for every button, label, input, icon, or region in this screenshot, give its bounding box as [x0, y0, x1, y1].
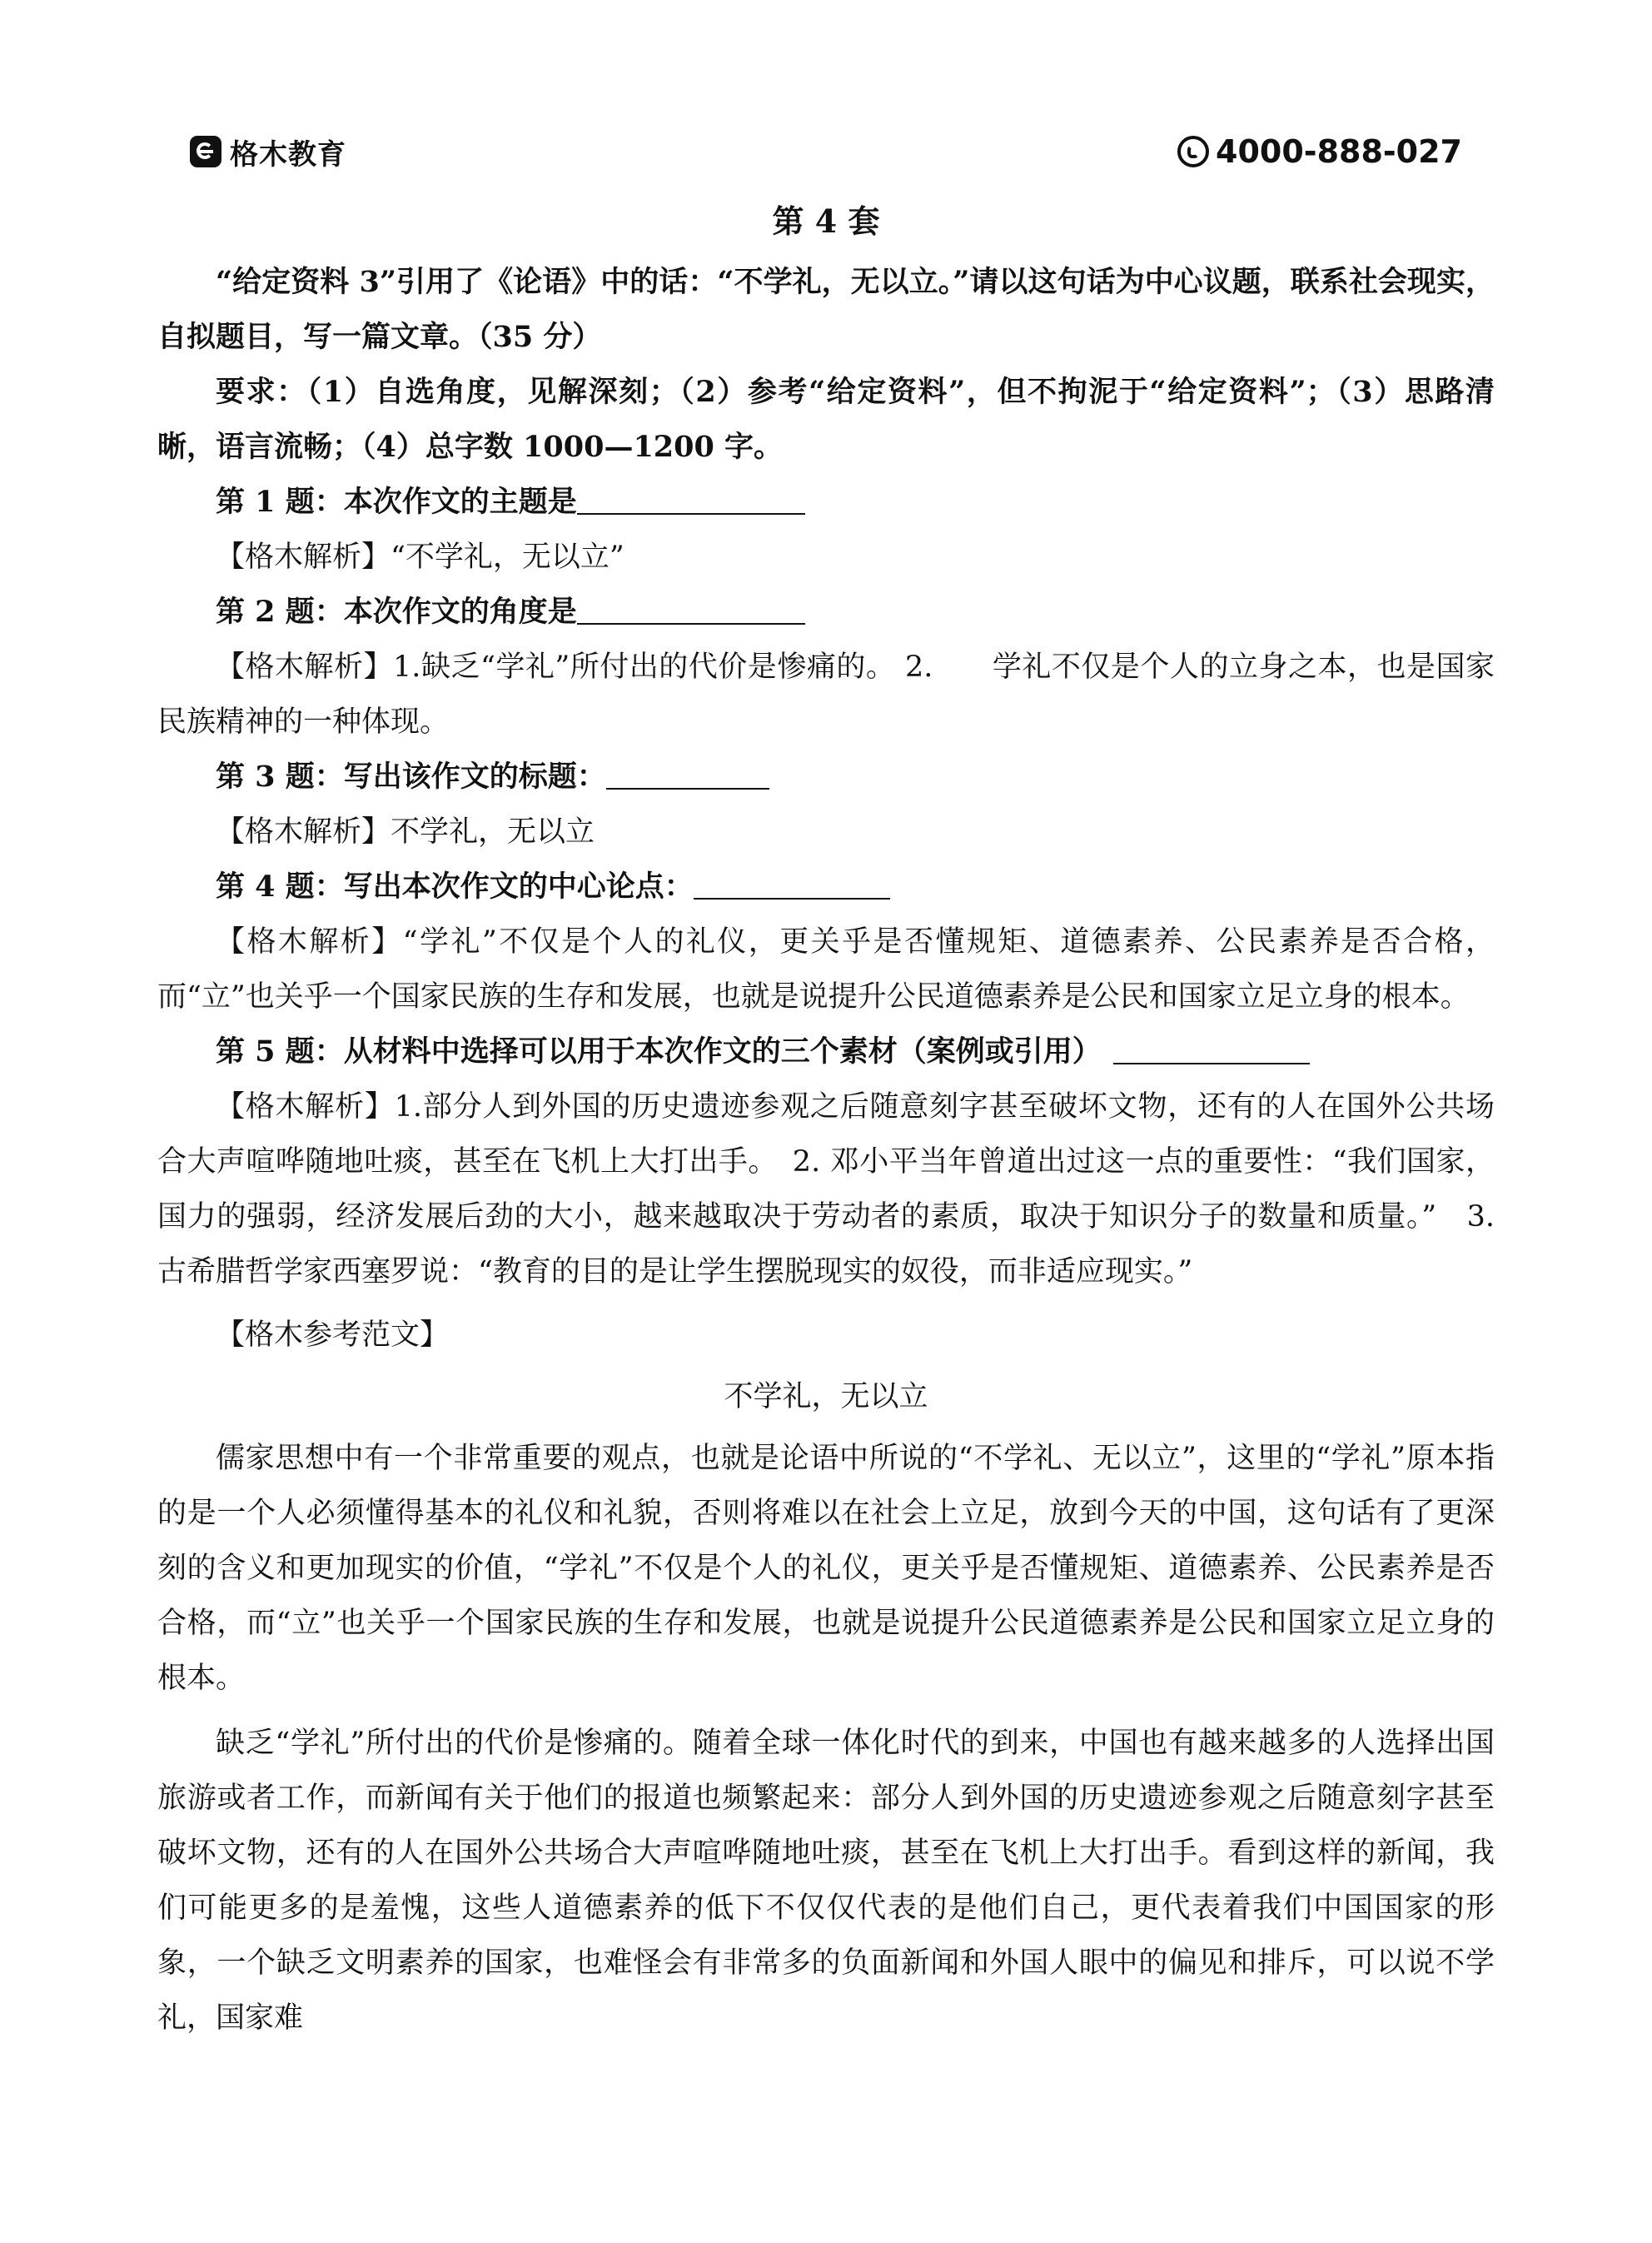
answer-blank — [694, 870, 890, 900]
brand-logo-icon — [190, 136, 221, 167]
essay-title: 不学礼，无以立 — [724, 1380, 928, 1413]
essay-requirements: 要求：（1）自选角度，见解深刻；（2）参考“给定资料”，但不拘泥于“给定资料”；（3）思路清晰，语言流畅；（4）总字数 1000—1200 字。 — [157, 375, 1495, 464]
phone-icon — [1177, 136, 1209, 167]
question-1 — [157, 475, 1495, 530]
analysis-3: 【格木解析】不学礼，无以立 — [216, 815, 595, 849]
analysis-1: 【格木解析】“不学礼，无以立” — [216, 541, 624, 574]
reference-label: 【格木参考范文】 — [216, 1318, 450, 1352]
analysis-5: 【格木解析】1.部分人到外国的历史遗迹参观之后随意刻字甚至破坏文物，还有的人在国外公共场合大声喧哗随地吐痰，甚至在飞机上大打出手。 2. 邓小平当年曾道出过这一点的重要性：“我们国家，国力的强弱，经济发展后劲的大小，越来越取决于劳动者的素质，取决于知识分子的数量和质量。” 3. 古希腊哲学家西塞罗说：“教育的目的是让学生摆脱现实的奴役，而非适应现实。” — [157, 1090, 1495, 1288]
question-4-text: 第 4 题：写出本次作文的中心论点： — [216, 870, 694, 904]
question-4 — [157, 860, 1495, 915]
question-3-text: 第 3 题：写出该作文的标题： — [216, 760, 606, 794]
answer-blank — [577, 595, 805, 625]
question-2 — [157, 585, 1495, 640]
analysis-4: 【格木解析】“学礼”不仅是个人的礼仪，更关乎是否懂规矩、道德素养、公民素养是否合格，而“立”也关乎一个国家民族的生存和发展，也就是说提升公民道德素养是公民和国家立足立身的根本。 — [157, 925, 1495, 1014]
answer-blank — [577, 485, 805, 515]
answer-blank — [1113, 1034, 1310, 1064]
question-3 — [157, 750, 1495, 805]
brand-name: 格木教育 — [230, 137, 346, 172]
essay-paragraph: 缺乏“学礼”所付出的代价是惨痛的。随着全球一体化时代的到来，中国也有越来越多的人选择出国旅游或者工作，而新闻有关于他们的报道也频繁起来：部分人到外国的历史遗迹参观之后随意刻字甚至破坏文物，还有的人在国外公共场合大声喧哗随地吐痰，甚至在飞机上大打出手。看到这样的新闻，我们可能更多的是羞愧，这些人道德素养的低下不仅仅代表的是他们自己，更代表着我们中国国家的形象，一个缺乏文明素养的国家，也难怪会有非常多的负面新闻和外国人眼中的偏见和排斥，可以说不学礼，国家难 — [157, 1727, 1495, 2035]
phone-group — [1177, 133, 1462, 170]
brand-logo-group — [190, 132, 346, 172]
page-header — [190, 127, 1462, 177]
phone-number: 4000-888-027 — [1216, 133, 1462, 170]
set-title: 第 4 套 — [772, 202, 880, 240]
document-body — [157, 193, 1495, 2046]
essay-prompt: “给定资料 3”引用了《论语》中的话：“不学礼，无以立。”请以这句话为中心议题，联系社会现实，自拟题目，写一篇文章。（35 分） — [157, 265, 1495, 354]
question-2-text: 第 2 题：本次作文的角度是 — [216, 595, 577, 629]
answer-blank — [606, 760, 769, 790]
question-1-text: 第 1 题：本次作文的主题是 — [216, 485, 577, 519]
question-5 — [157, 1024, 1495, 1079]
essay-paragraph: 儒家思想中有一个非常重要的观点，也就是论语中所说的“不学礼、无以立”，这里的“学礼”原本指的是一个人必须懂得基本的礼仪和礼貌，否则将难以在社会上立足，放到今天的中国，这句话有了更深刻的含义和更加现实的价值，“学礼”不仅是个人的礼仪，更关乎是否懂规矩、道德素养、公民素养是否合格，而“立”也关乎一个国家民族的生存和发展，也就是说提升公民道德素养是公民和国家立足立身的根本。 — [157, 1442, 1495, 1695]
analysis-2: 【格木解析】1.缺乏“学礼”所付出的代价是惨痛的。 2. 学礼不仅是个人的立身之本，也是国家民族精神的一种体现。 — [157, 650, 1495, 739]
question-5-text: 第 5 题：从材料中选择可以用于本次作文的三个素材（案例或引用） — [216, 1034, 1102, 1069]
